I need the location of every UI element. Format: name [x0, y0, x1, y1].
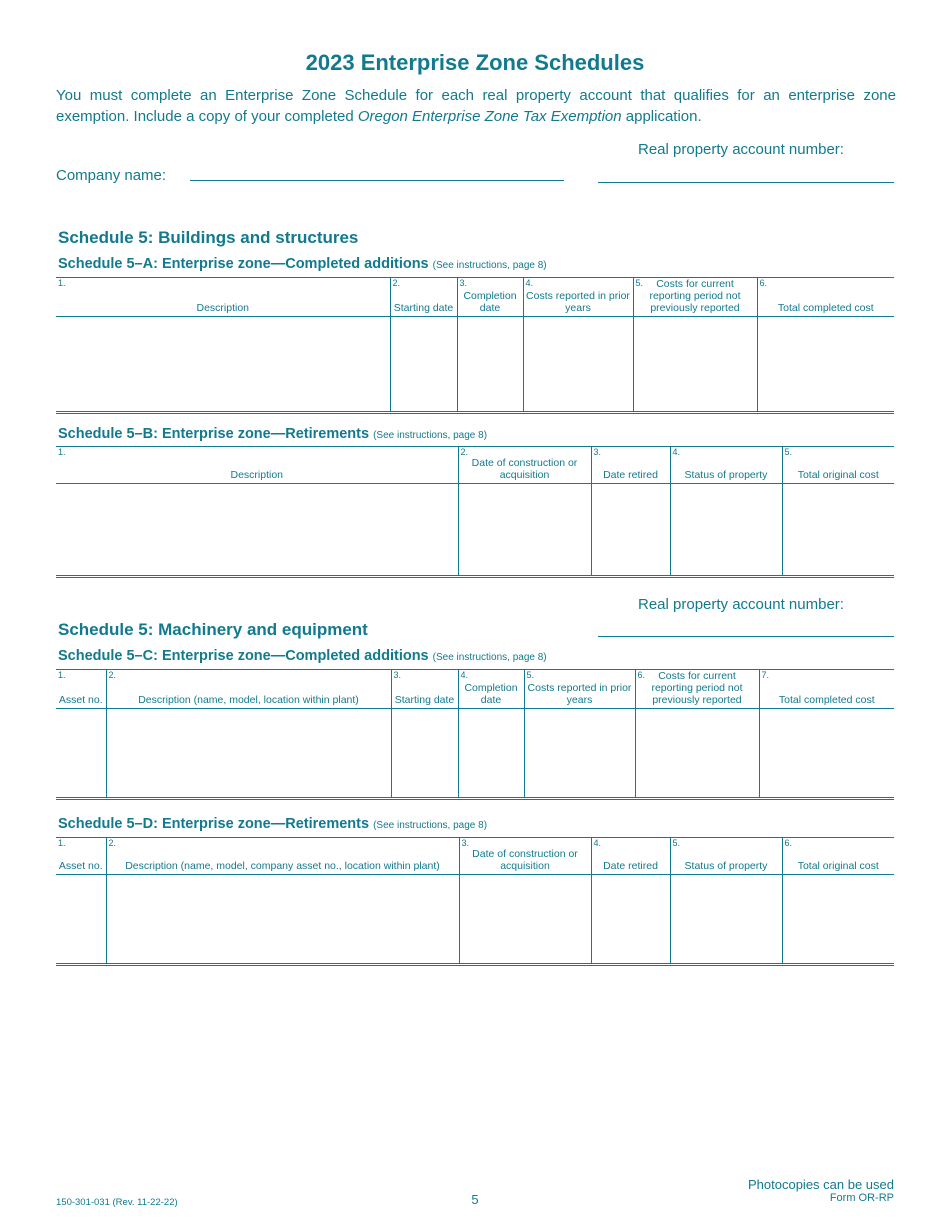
schedule-5c-title: Schedule 5–C: Enterprise zone—Completed additions	[58, 648, 429, 664]
col-header: 3. Date of construction or acquisition	[459, 838, 591, 875]
current-costs-cell[interactable]	[635, 709, 759, 799]
col-header: 3. Completion date	[457, 278, 523, 317]
description-cell[interactable]	[106, 875, 459, 965]
col-header: 4. Costs reported in prior years	[523, 278, 633, 317]
date-retired-cell[interactable]	[591, 484, 670, 577]
schedule-5d-table	[56, 837, 894, 966]
col-header: 5. Status of property	[670, 838, 782, 875]
completion-date-cell[interactable]	[458, 709, 524, 799]
col-header: 4. Date retired	[591, 838, 670, 875]
total-original-cost-cell[interactable]	[782, 875, 894, 965]
schedule-5a-heading	[58, 256, 547, 272]
schedule-5a-note: (See instructions, page 8)	[432, 260, 547, 271]
total-cost-cell[interactable]	[759, 709, 894, 799]
intro-text-before: You must complete an Enterprise Zone Schedule for each real property account that qualifies for an enterprise zone exemption. Include a copy of your completed	[56, 87, 896, 125]
col-header: 2. Description (name, model, location within plant)	[106, 670, 391, 709]
schedule-5d-title: Schedule 5–D: Enterprise zone—Retirements	[58, 816, 370, 832]
col-header: 5. Costs reported in prior years	[524, 670, 635, 709]
account-number-label-2: Real property account number:	[638, 596, 844, 613]
prior-costs-cell[interactable]	[524, 709, 635, 799]
account-number-field-1[interactable]	[598, 182, 894, 183]
schedule-5b-table	[56, 446, 894, 578]
schedule-5c-table	[56, 669, 894, 800]
col-header: 6. Costs for current reporting period not previously reported	[635, 670, 759, 709]
page-number: 5	[471, 1192, 479, 1207]
col-header: 1. Asset no.	[56, 838, 106, 875]
prior-costs-cell[interactable]	[523, 317, 633, 413]
status-cell[interactable]	[670, 875, 782, 965]
intro-text-after: application.	[621, 108, 702, 125]
footer-right	[748, 1177, 894, 1204]
col-header: 2. Starting date	[390, 278, 457, 317]
schedule-5d-heading	[58, 816, 487, 832]
col-header: 1. Description	[56, 278, 390, 317]
intro-text	[56, 85, 896, 127]
col-header: 2. Description (name, model, company asset no., location within plant)	[106, 838, 459, 875]
current-costs-cell[interactable]	[633, 317, 757, 413]
schedule-5b-note: (See instructions, page 8)	[373, 430, 488, 441]
asset-no-cell[interactable]	[56, 709, 106, 799]
total-cost-cell[interactable]	[757, 317, 894, 413]
asset-no-cell[interactable]	[56, 875, 106, 965]
col-header: 5. Total original cost	[782, 447, 894, 484]
account-number-field-2[interactable]	[598, 636, 894, 637]
col-header: 1. Description	[56, 447, 458, 484]
description-cell[interactable]	[56, 484, 458, 577]
date-retired-cell[interactable]	[591, 875, 670, 965]
col-header: 3. Starting date	[391, 670, 458, 709]
status-cell[interactable]	[670, 484, 782, 577]
construction-date-cell[interactable]	[459, 875, 591, 965]
machinery-heading: Schedule 5: Machinery and equipment	[58, 620, 368, 639]
schedule-5a-title: Schedule 5–A: Enterprise zone—Completed additions	[58, 256, 429, 272]
account-number-label-1: Real property account number:	[638, 141, 844, 158]
form-code: 150-301-031 (Rev. 11-22-22)	[56, 1197, 178, 1208]
schedule-5d-note: (See instructions, page 8)	[373, 820, 488, 831]
form-name: Form OR-RP	[829, 1192, 894, 1204]
schedule-5b-title: Schedule 5–B: Enterprise zone—Retirements	[58, 426, 370, 442]
schedule-5b-heading	[58, 426, 487, 442]
col-header: 5. Costs for current reporting period not previously reported	[633, 278, 757, 317]
completion-date-cell[interactable]	[457, 317, 523, 413]
starting-date-cell[interactable]	[391, 709, 458, 799]
col-header: 2. Date of construction or acquisition	[458, 447, 591, 484]
construction-date-cell[interactable]	[458, 484, 591, 577]
col-header: 4. Status of property	[670, 447, 782, 484]
description-cell[interactable]	[56, 317, 390, 413]
col-header: 1. Asset no.	[56, 670, 106, 709]
col-header: 4. Completion date	[458, 670, 524, 709]
starting-date-cell[interactable]	[390, 317, 457, 413]
col-header: 7. Total completed cost	[759, 670, 894, 709]
company-name-field[interactable]	[190, 180, 564, 181]
company-name-label: Company name:	[56, 167, 167, 184]
col-header: 3. Date retired	[591, 447, 670, 484]
col-header: 6. Total original cost	[782, 838, 894, 875]
intro-text-italic: Oregon Enterprise Zone Tax Exemption	[357, 108, 622, 125]
description-cell[interactable]	[106, 709, 391, 799]
page-title: 2023 Enterprise Zone Schedules	[305, 50, 645, 75]
schedule-5a-table	[56, 277, 894, 414]
col-header: 6. Total completed cost	[757, 278, 894, 317]
total-original-cost-cell[interactable]	[782, 484, 894, 577]
buildings-heading: Schedule 5: Buildings and structures	[58, 228, 359, 247]
schedule-5c-note: (See instructions, page 8)	[432, 652, 547, 663]
photocopies-note: Photocopies can be used	[748, 1177, 894, 1192]
schedule-5c-heading	[58, 648, 547, 664]
